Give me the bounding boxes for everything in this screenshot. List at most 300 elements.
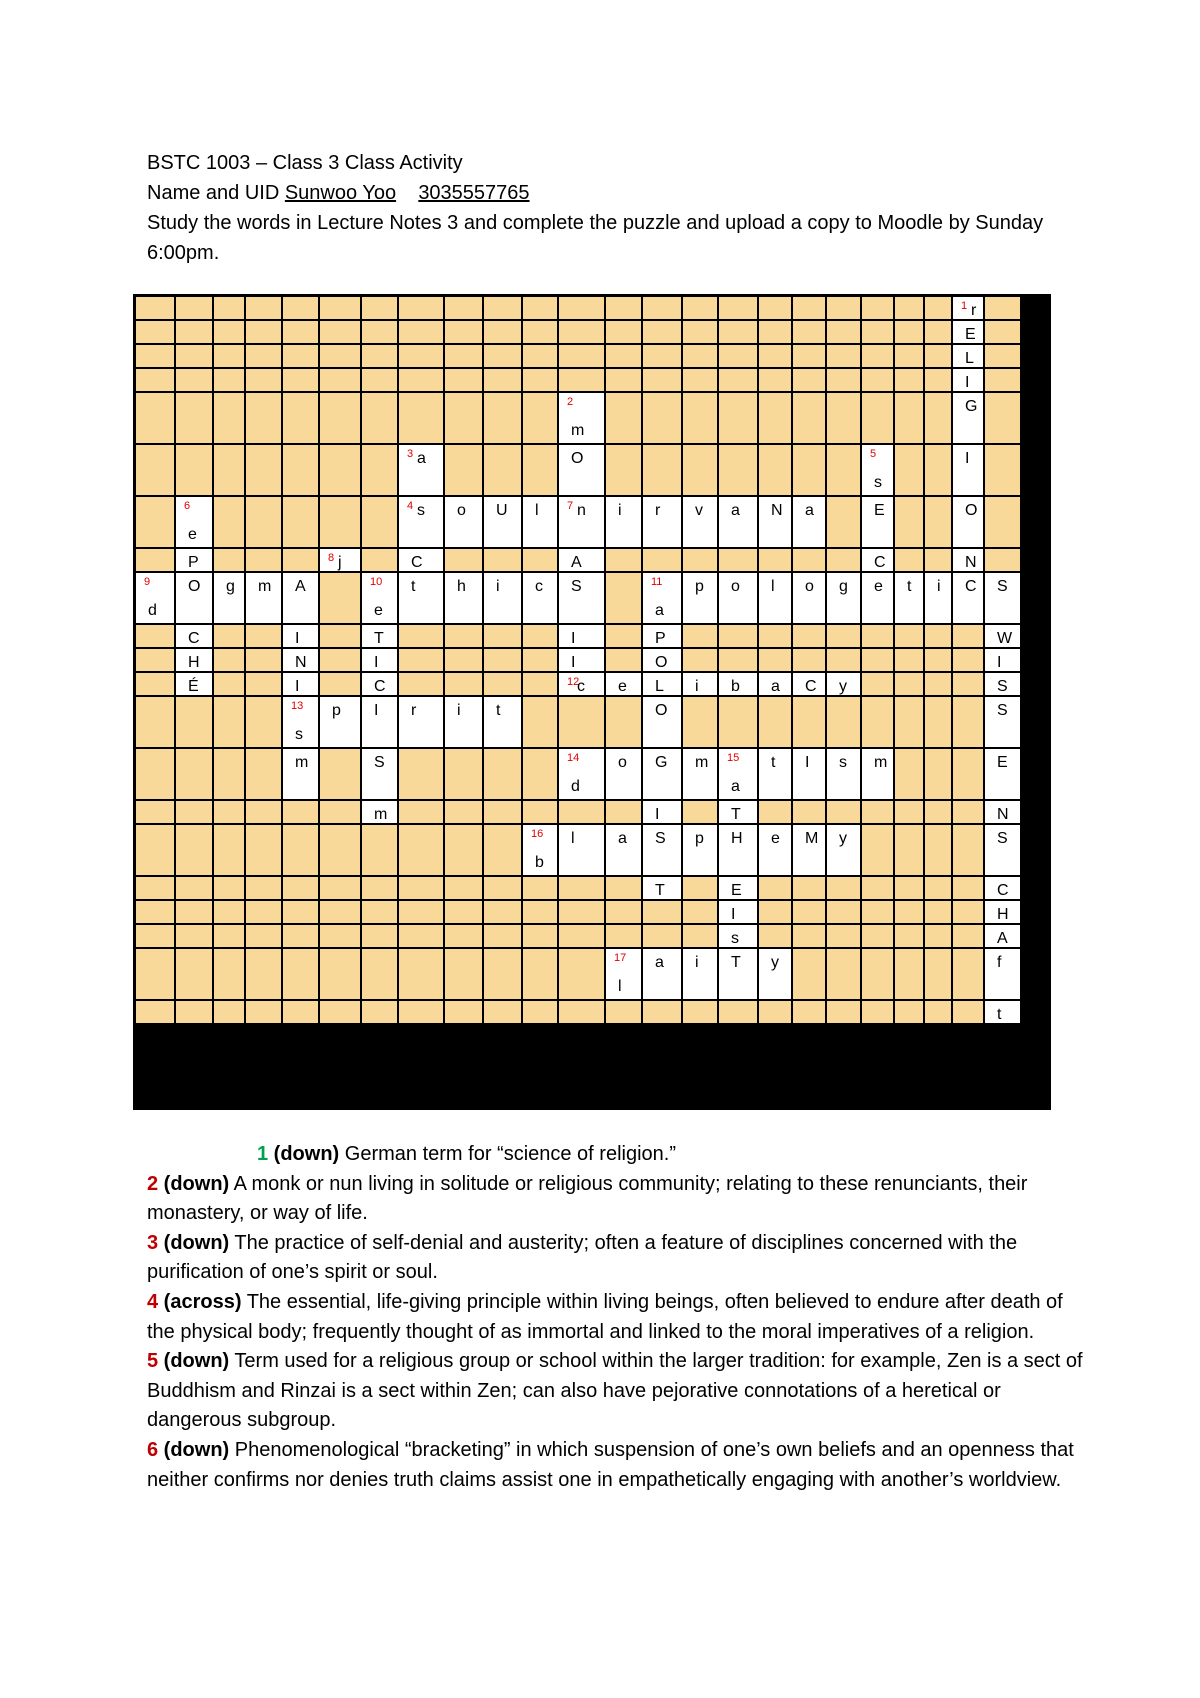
blocked-cell: [718, 696, 758, 748]
blocked-cell: [642, 548, 682, 572]
blocked-cell: [319, 496, 361, 548]
blocked-cell: [826, 368, 861, 392]
crossword-cell[interactable]: [826, 748, 861, 800]
blocked-cell: [758, 900, 792, 924]
crossword-cell[interactable]: [361, 696, 398, 748]
blocked-cell: [826, 696, 861, 748]
crossword-cell[interactable]: [558, 496, 605, 548]
blocked-cell: [894, 924, 924, 948]
blocked-cell: [952, 1000, 984, 1024]
blocked-cell: [952, 800, 984, 824]
crossword-cell[interactable]: [718, 824, 758, 876]
blocked-cell: [361, 296, 398, 320]
blocked-cell: [952, 648, 984, 672]
crossword-cell[interactable]: [213, 572, 245, 624]
crossword-cell[interactable]: [319, 548, 361, 572]
crossword-cell[interactable]: [984, 572, 1021, 624]
blocked-cell: [924, 1000, 952, 1024]
crossword-cell[interactable]: [361, 672, 398, 696]
cell-letter: O: [571, 450, 584, 467]
blocked-cell: [792, 444, 826, 496]
blocked-cell: [282, 296, 319, 320]
crossword-cell[interactable]: [758, 672, 792, 696]
crossword-cell[interactable]: [718, 800, 758, 824]
blocked-cell: [361, 1000, 398, 1024]
blocked-cell: [398, 824, 444, 876]
blocked-cell: [282, 800, 319, 824]
blocked-cell: [952, 672, 984, 696]
blocked-cell: [522, 444, 558, 496]
crossword-cell[interactable]: [718, 900, 758, 924]
cell-letter: O: [965, 502, 978, 519]
blocked-cell: [792, 320, 826, 344]
crossword-cell[interactable]: [558, 648, 605, 672]
crossword-cell[interactable]: [682, 748, 718, 800]
blocked-cell: [245, 320, 282, 344]
crossword-cell[interactable]: [758, 824, 792, 876]
blocked-cell: [924, 444, 952, 496]
crossword-cell[interactable]: [984, 696, 1021, 748]
crossword-cell[interactable]: [894, 572, 924, 624]
clue-text: Phenomenological “bracketing” in which suspension of one’s own beliefs and an openness that neither confirms nor denies truth claims assist one in empathetically engaging with another’s worldview.: [147, 1438, 1074, 1491]
crossword-cell[interactable]: [444, 496, 483, 548]
crossword-cell[interactable]: [952, 496, 984, 548]
crossword-cell[interactable]: [984, 800, 1021, 824]
cell-letter: r: [971, 302, 977, 319]
crossword-cell[interactable]: [792, 824, 826, 876]
blocked-cell: [319, 800, 361, 824]
cell-letter: N: [295, 654, 307, 671]
blocked-cell: [444, 296, 483, 320]
crossword-cell[interactable]: [398, 548, 444, 572]
blocked-cell: [319, 1000, 361, 1024]
blocked-cell: [642, 900, 682, 924]
clue-list: [147, 1140, 1087, 1495]
blocked-cell: [483, 748, 522, 800]
blocked-cell: [213, 368, 245, 392]
blocked-cell: [826, 548, 861, 572]
blocked-cell: [398, 392, 444, 444]
blocked-cell: [861, 672, 894, 696]
cell-number: 13: [291, 700, 304, 712]
blocked-cell: [894, 876, 924, 900]
crossword-cell[interactable]: [952, 344, 984, 368]
blocked-cell: [924, 648, 952, 672]
crossword-cell[interactable]: [826, 572, 861, 624]
crossword-cell[interactable]: [642, 572, 682, 624]
blocked-cell: [245, 948, 282, 1000]
blocked-cell: [282, 948, 319, 1000]
crossword-cell[interactable]: [605, 948, 642, 1000]
blocked-cell: [558, 344, 605, 368]
blocked-cell: [361, 900, 398, 924]
cell-letter: m: [874, 754, 888, 771]
blocked-cell: [718, 392, 758, 444]
cell-letter: e: [771, 830, 780, 847]
crossword-cell[interactable]: [718, 748, 758, 800]
crossword-cell[interactable]: [398, 496, 444, 548]
crossword-cell[interactable]: [758, 948, 792, 1000]
blocked-cell: [135, 800, 175, 824]
clue-number: 4: [147, 1290, 159, 1313]
cell-letter: i: [937, 578, 941, 595]
blocked-cell: [361, 924, 398, 948]
crossword-cell[interactable]: [642, 648, 682, 672]
crossword-cell[interactable]: [398, 572, 444, 624]
crossword-cell[interactable]: [861, 548, 894, 572]
cell-letter: i: [695, 954, 699, 971]
crossword-cell[interactable]: [758, 496, 792, 548]
blocked-cell: [924, 296, 952, 320]
blocked-cell: [758, 924, 792, 948]
blocked-cell: [605, 392, 642, 444]
cell-letter: p: [695, 830, 704, 847]
cell-letter: I: [374, 702, 379, 719]
crossword-cell[interactable]: [758, 572, 792, 624]
blocked-cell: [861, 648, 894, 672]
clue-number: 6: [147, 1438, 159, 1461]
crossword-cell[interactable]: [558, 824, 605, 876]
blocked-cell: [558, 320, 605, 344]
crossword-cell[interactable]: [642, 876, 682, 900]
crossword-cell[interactable]: [861, 496, 894, 548]
crossword-cell[interactable]: [605, 824, 642, 876]
blocked-cell: [682, 696, 718, 748]
blocked-cell: [758, 296, 792, 320]
cell-letter: m: [258, 578, 272, 595]
crossword-cell[interactable]: [361, 572, 398, 624]
blocked-cell: [175, 748, 213, 800]
cell-letter: T: [655, 882, 665, 899]
blocked-cell: [444, 368, 483, 392]
crossword-cell[interactable]: [952, 392, 984, 444]
cell-letter: T: [374, 630, 384, 647]
crossword-cell[interactable]: [319, 696, 361, 748]
crossword-cell[interactable]: [282, 748, 319, 800]
crossword-cell[interactable]: [718, 876, 758, 900]
cell-letter: E: [874, 502, 885, 519]
blocked-cell: [792, 624, 826, 648]
blocked-cell: [319, 296, 361, 320]
crossword-cell[interactable]: [984, 1000, 1021, 1024]
crossword-cell[interactable]: [642, 624, 682, 648]
crossword-cell[interactable]: [558, 444, 605, 496]
cell-number: 9: [144, 576, 151, 588]
blocked-cell: [135, 1000, 175, 1024]
crossword-cell[interactable]: [522, 496, 558, 548]
crossword-cell[interactable]: [984, 948, 1021, 1000]
cell-letter: a: [618, 830, 627, 847]
blocked-cell: [894, 824, 924, 876]
crossword-cell[interactable]: [642, 824, 682, 876]
cell-letter: t: [411, 578, 416, 595]
blocked-cell: [483, 444, 522, 496]
blocked-cell: [213, 672, 245, 696]
blocked-cell: [483, 824, 522, 876]
blocked-cell: [444, 320, 483, 344]
cell-letter: I: [571, 654, 576, 671]
crossword-cell[interactable]: [861, 572, 894, 624]
crossword-cell[interactable]: [558, 672, 605, 696]
blocked-cell: [682, 548, 718, 572]
clue-text: A monk or nun living in solitude or religious community; relating to these renunciants, their monastery, or way of life.: [147, 1172, 1028, 1225]
blocked-cell: [213, 320, 245, 344]
crossword-cell[interactable]: [984, 624, 1021, 648]
crossword-cell[interactable]: [558, 572, 605, 624]
blocked-cell: [558, 924, 605, 948]
crossword-cell[interactable]: [792, 496, 826, 548]
blocked-cell: [483, 800, 522, 824]
cell-letter: g: [226, 578, 235, 595]
blocked-cell: [952, 900, 984, 924]
blocked-cell: [319, 344, 361, 368]
crossword-cell[interactable]: [175, 496, 213, 548]
crossword-cell[interactable]: [718, 924, 758, 948]
crossword-cell[interactable]: [952, 444, 984, 496]
blocked-cell: [952, 624, 984, 648]
crossword-cell[interactable]: [558, 392, 605, 444]
blocked-cell: [282, 1000, 319, 1024]
blocked-cell: [398, 748, 444, 800]
blocked-cell: [924, 368, 952, 392]
crossword-cell[interactable]: [361, 800, 398, 824]
crossword-cell[interactable]: [984, 924, 1021, 948]
blocked-cell: [792, 296, 826, 320]
blocked-cell: [558, 296, 605, 320]
blocked-cell: [361, 496, 398, 548]
crossword-cell[interactable]: [135, 572, 175, 624]
crossword-cell[interactable]: [984, 876, 1021, 900]
crossword-cell[interactable]: [558, 548, 605, 572]
blocked-cell: [984, 344, 1021, 368]
crossword-cell[interactable]: [861, 444, 894, 496]
crossword-cell[interactable]: [984, 824, 1021, 876]
cell-letter: G: [655, 754, 668, 771]
crossword-cell[interactable]: [952, 320, 984, 344]
cell-letter: p: [695, 578, 704, 595]
blocked-cell: [135, 444, 175, 496]
blocked-cell: [861, 392, 894, 444]
crossword-cell[interactable]: [682, 672, 718, 696]
blocked-cell: [642, 392, 682, 444]
crossword-cell[interactable]: [984, 900, 1021, 924]
crossword-cell[interactable]: [398, 696, 444, 748]
crossword-cell[interactable]: [642, 948, 682, 1000]
blocked-cell: [483, 900, 522, 924]
blocked-cell: [758, 1000, 792, 1024]
crossword-cell[interactable]: [282, 648, 319, 672]
blocked-cell: [175, 392, 213, 444]
cell-letter: y: [839, 678, 847, 695]
blocked-cell: [605, 876, 642, 900]
crossword-cell[interactable]: [952, 548, 984, 572]
crossword-cell[interactable]: [984, 748, 1021, 800]
blocked-cell: [682, 320, 718, 344]
crossword-cell[interactable]: [718, 948, 758, 1000]
blocked-cell: [894, 444, 924, 496]
clue-item: [147, 1436, 1087, 1495]
crossword-cell[interactable]: [682, 496, 718, 548]
crossword-cell[interactable]: [175, 672, 213, 696]
crossword-cell[interactable]: [522, 824, 558, 876]
blocked-cell: [483, 1000, 522, 1024]
crossword-cell[interactable]: [175, 572, 213, 624]
cell-letter: i: [618, 502, 622, 519]
blocked-cell: [792, 648, 826, 672]
blocked-cell: [605, 368, 642, 392]
crossword-cell[interactable]: [682, 572, 718, 624]
blocked-cell: [894, 344, 924, 368]
blocked-cell: [682, 344, 718, 368]
crossword-cell[interactable]: [826, 672, 861, 696]
crossword-cell[interactable]: [483, 572, 522, 624]
cell-letter: S: [374, 754, 385, 771]
crossword-cell[interactable]: [605, 496, 642, 548]
blocked-cell: [924, 948, 952, 1000]
crossword-cell[interactable]: [924, 572, 952, 624]
crossword-cell[interactable]: [444, 696, 483, 748]
crossword-cell[interactable]: [792, 748, 826, 800]
crossword-cell[interactable]: [642, 800, 682, 824]
cell-letter: E: [731, 882, 742, 899]
blocked-cell: [213, 948, 245, 1000]
crossword-cell[interactable]: [245, 572, 282, 624]
crossword-cell[interactable]: [642, 696, 682, 748]
blocked-cell: [894, 672, 924, 696]
crossword-cell[interactable]: [792, 572, 826, 624]
crossword-cell[interactable]: [522, 572, 558, 624]
crossword-cell[interactable]: [558, 624, 605, 648]
blocked-cell: [213, 824, 245, 876]
blocked-cell: [861, 900, 894, 924]
crossword-cell[interactable]: [282, 572, 319, 624]
crossword-cell[interactable]: [952, 296, 984, 320]
blocked-cell: [924, 392, 952, 444]
blocked-cell: [682, 296, 718, 320]
blocked-cell: [245, 824, 282, 876]
crossword-cell[interactable]: [282, 624, 319, 648]
blocked-cell: [861, 924, 894, 948]
cell-letter: S: [655, 830, 666, 847]
clue-direction: (across): [158, 1290, 242, 1313]
blocked-cell: [924, 344, 952, 368]
blocked-cell: [758, 344, 792, 368]
crossword-cell[interactable]: [175, 624, 213, 648]
crossword-cell[interactable]: [642, 672, 682, 696]
crossword-cell[interactable]: [282, 672, 319, 696]
blocked-cell: [792, 1000, 826, 1024]
cell-letter: a: [731, 502, 740, 519]
blocked-cell: [245, 900, 282, 924]
blocked-cell: [245, 924, 282, 948]
blocked-cell: [894, 624, 924, 648]
cell-letter: C: [411, 554, 423, 571]
blocked-cell: [758, 444, 792, 496]
blocked-cell: [522, 800, 558, 824]
crossword-cell[interactable]: [444, 572, 483, 624]
blocked-cell: [682, 648, 718, 672]
document-header: [147, 148, 1107, 268]
crossword-cell[interactable]: [483, 496, 522, 548]
crossword-cell[interactable]: [175, 548, 213, 572]
crossword-cell[interactable]: [282, 696, 319, 748]
blocked-cell: [361, 368, 398, 392]
crossword-cell[interactable]: [398, 444, 444, 496]
crossword-cell[interactable]: [952, 368, 984, 392]
cell-letter: v: [695, 502, 703, 519]
crossword-cell[interactable]: [558, 748, 605, 800]
cell-letter: t: [771, 754, 776, 771]
cell-letter: I: [295, 630, 300, 647]
crossword-cell[interactable]: [642, 748, 682, 800]
crossword-cell[interactable]: [361, 748, 398, 800]
crossword-cell[interactable]: [984, 648, 1021, 672]
blocked-cell: [444, 624, 483, 648]
blocked-cell: [861, 696, 894, 748]
crossword-cell[interactable]: [718, 672, 758, 696]
crossword-cell[interactable]: [952, 572, 984, 624]
cell-number: 6: [184, 500, 191, 512]
blocked-cell: [924, 696, 952, 748]
blocked-cell: [282, 548, 319, 572]
cell-letter: P: [655, 630, 666, 647]
crossword-cell[interactable]: [758, 748, 792, 800]
blocked-cell: [558, 948, 605, 1000]
blocked-cell: [718, 320, 758, 344]
cell-letter: H: [731, 830, 743, 847]
clue-direction: (down): [158, 1231, 230, 1254]
cell-letter: a: [771, 678, 780, 695]
crossword-cell[interactable]: [361, 624, 398, 648]
blocked-cell: [984, 368, 1021, 392]
crossword-cell[interactable]: [682, 824, 718, 876]
crossword-cell[interactable]: [718, 572, 758, 624]
crossword-cell[interactable]: [826, 824, 861, 876]
blocked-cell: [245, 648, 282, 672]
blocked-cell: [245, 548, 282, 572]
crossword-cell[interactable]: [984, 672, 1021, 696]
cell-letter: O: [188, 578, 201, 595]
blocked-cell: [826, 392, 861, 444]
crossword-cell[interactable]: [605, 672, 642, 696]
cell-number: 14: [567, 752, 580, 764]
cell-letter: G: [965, 398, 978, 415]
crossword-cell[interactable]: [642, 496, 682, 548]
crossword-cell[interactable]: [682, 948, 718, 1000]
cell-letter: m: [695, 754, 709, 771]
cell-letter: A: [997, 930, 1008, 947]
crossword-cell[interactable]: [361, 648, 398, 672]
crossword-cell[interactable]: [718, 496, 758, 548]
blocked-cell: [605, 572, 642, 624]
crossword-cell[interactable]: [792, 672, 826, 696]
cell-letter: t: [997, 1006, 1002, 1023]
crossword-cell[interactable]: [175, 648, 213, 672]
crossword-cell[interactable]: [605, 748, 642, 800]
blocked-cell: [398, 672, 444, 696]
blocked-cell: [861, 296, 894, 320]
blocked-cell: [826, 924, 861, 948]
cell-letter: s: [874, 474, 882, 491]
crossword-cell[interactable]: [483, 696, 522, 748]
crossword-cell[interactable]: [861, 748, 894, 800]
blocked-cell: [826, 876, 861, 900]
clue-number: 3: [147, 1231, 159, 1254]
clue-number: 2: [147, 1172, 159, 1195]
blocked-cell: [826, 800, 861, 824]
blocked-cell: [135, 392, 175, 444]
blocked-cell: [522, 648, 558, 672]
